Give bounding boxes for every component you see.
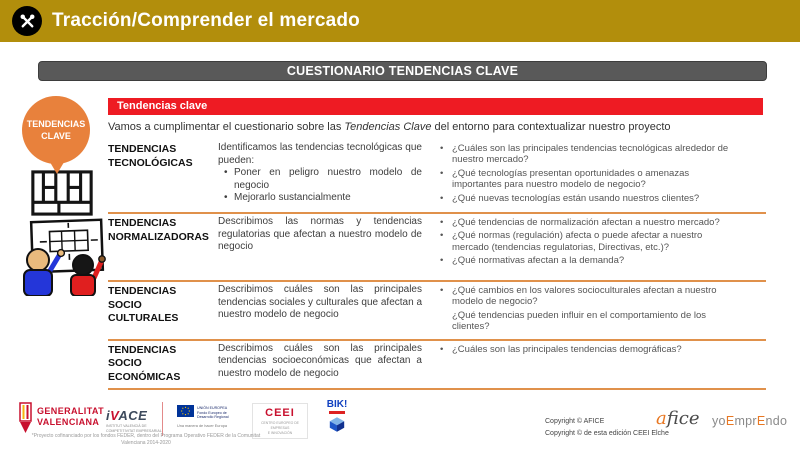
header-bar	[0, 0, 800, 42]
ivace-part1: i	[106, 408, 111, 423]
generalitat-valenciana-logo	[18, 402, 104, 434]
table-row	[108, 140, 766, 214]
page-title: Tracción/Comprender el mercado	[52, 10, 360, 31]
bullet-marker	[440, 310, 452, 333]
canvas-grid-icon	[31, 170, 93, 221]
question-item	[440, 143, 740, 166]
copyright-line1: Copyright © AFICE	[545, 418, 605, 425]
trends-badge-bubble	[22, 96, 90, 164]
ceei-sub2: E INNOVACIÓN	[267, 430, 293, 435]
eu-text	[197, 406, 229, 420]
table-row	[108, 214, 766, 282]
copyright-block	[545, 416, 669, 440]
row-description-text: Describimos las normas y tendencias regulatorias que afectan a nuestro modelo de negocio	[218, 216, 422, 252]
bullet-marker: •	[440, 192, 444, 204]
bullet-marker: •	[440, 217, 444, 228]
question-text: ¿Qué tendencias de normalización afectan a nuestro mercado?	[452, 217, 720, 228]
question-item	[440, 230, 740, 253]
description-bullet: • Poner en peligro nuestro modelo de negocio	[234, 167, 422, 192]
funding-note-line1: *Proyecto cofinanciado por los fondos FEDER, dentro del Programa Operativo FEDER de la Comunitat	[31, 433, 261, 439]
description-bullet: • Mejorarlo sustancialmente	[234, 192, 422, 205]
eu-line2: Fondo Europeo de	[197, 410, 227, 415]
question-text: ¿Qué tendencias pueden influir en el comportamiento de los clientes?	[452, 309, 707, 333]
footer-divider	[162, 402, 163, 436]
eu-flag-icon	[177, 405, 194, 417]
question-item	[440, 255, 740, 266]
question-item	[440, 193, 740, 204]
bik-red-bar	[329, 411, 345, 414]
question-item	[440, 217, 740, 228]
row-questions	[438, 142, 766, 208]
questionnaire-title-banner: CUESTIONARIO TENDENCIAS CLAVE	[38, 61, 767, 81]
yoe-part2: mpr	[734, 414, 757, 428]
row-description	[218, 284, 438, 335]
kids-whiteboard-illustration	[10, 216, 108, 301]
ivace-part2: V	[110, 408, 119, 423]
ivace-logo	[106, 408, 162, 434]
row-label: TENDENCIAS TECNOLÓGICAS	[108, 143, 193, 169]
yoe-part1: yo	[712, 414, 726, 428]
question-item	[440, 344, 740, 355]
yoe-e2: E	[756, 414, 766, 428]
ivace-sub1: INSTITUT VALENCIÀ DE	[106, 424, 147, 428]
bik-wordmark: BIK!	[326, 399, 348, 410]
yoemprendo-logo	[712, 414, 787, 428]
yoe-e1: E	[725, 414, 735, 428]
yoe-part3: ndo	[765, 414, 788, 428]
gv-line2: VALENCIANA	[37, 416, 100, 427]
eu-caption: Una manera de hacer Europa	[177, 424, 228, 429]
afice-rest: fice	[666, 408, 700, 429]
afice-first-letter: a	[656, 408, 667, 429]
question-text: ¿Qué nuevas tecnologías están usando nuestros clientes?	[452, 192, 700, 204]
question-item	[440, 168, 740, 191]
row-label: TENDENCIAS NORMALIZADORAS	[108, 217, 209, 243]
question-item	[440, 285, 740, 308]
row-questions	[438, 284, 766, 335]
bullet-marker: •	[440, 230, 444, 242]
bullet-marker: •	[440, 255, 444, 267]
ivace-wordmark	[106, 408, 162, 423]
intro-suffix: del entorno para contextualizar nuestro proyecto	[431, 121, 671, 133]
intro-prefix: Vamos a cumplimentar el cuestionario sobre las	[108, 121, 345, 133]
eu-line3: Desarrollo Regional	[197, 415, 229, 420]
afice-logo	[656, 408, 699, 429]
bullet-marker: •	[440, 285, 444, 296]
bik-logo	[324, 400, 350, 438]
copyright-line2: Copyright © de esta edición CEEI Elche	[545, 429, 669, 437]
question-text: ¿Cuáles son las principales tendencias tecnológicas alrededor de nuestro mercado?	[452, 143, 729, 166]
trends-badge	[22, 96, 92, 174]
question-text: ¿Qué cambios en los valores socioculturales afectan a nuestro modelo de negocio?	[452, 285, 717, 308]
bullet-marker: •	[440, 167, 444, 179]
row-questions	[438, 343, 766, 385]
row-description	[218, 142, 438, 208]
row-description-text: Identificamos las tendencias tecnológicas que pueden:	[218, 142, 422, 166]
row-label: TENDENCIAS SOCIO CULTURALES	[108, 285, 179, 325]
bullet-marker: •	[440, 343, 444, 355]
intro-emphasis: Tendencias Clave	[344, 121, 432, 133]
question-text: ¿Cuáles son las principales tendencias demográficas?	[452, 343, 682, 355]
bik-cube-icon	[329, 416, 345, 433]
ivace-sub2: COMPETITIVITAT EMPRESARIAL	[106, 429, 162, 434]
badge-line1: TENDENCIAS	[26, 118, 86, 129]
eu-logo	[177, 405, 239, 428]
gv-wordmark	[37, 406, 104, 428]
question-item	[440, 310, 740, 333]
gv-crest-icon	[18, 402, 33, 434]
ceei-wordmark: CEEI	[265, 407, 295, 419]
tools-icon	[12, 6, 42, 36]
row-questions	[438, 216, 766, 276]
question-text: ¿Qué normativas afectan a la demanda?	[452, 255, 625, 267]
row-description-text: Describimos cuáles son las principales tendencias socioeconómicas que afectan a nuestro modelo de negocio	[218, 342, 422, 379]
ivace-part3: ACE	[118, 408, 148, 423]
bullet-marker: •	[440, 143, 444, 154]
intro-text	[108, 121, 772, 133]
badge-line2: CLAVE	[41, 131, 71, 141]
row-description	[218, 216, 438, 276]
gv-line1: GENERALITAT	[37, 406, 105, 416]
funding-note-line2: Valenciana 2014-2020	[121, 439, 171, 446]
question-text: ¿Qué normas (regulación) afecta o puede afectar a nuestro mercado (tendencias regulatorias, Directivas, etc.)?	[452, 230, 703, 253]
section-header-bar: Tendencias clave	[108, 98, 763, 115]
table-row	[108, 282, 766, 341]
row-description-text: Describimos cuáles son las principales tendencias sociales y culturales que afectan a nuestro modelo de negocio	[218, 284, 423, 320]
question-text: ¿Qué tecnologías presentan oportunidades o amenazas importantes para nuestro modelo de negocio?	[452, 167, 690, 191]
row-description-bullets	[218, 167, 422, 205]
table-row	[108, 341, 766, 391]
row-label: TENDENCIAS SOCIO ECONÓMICAS	[108, 343, 181, 383]
trends-table	[108, 140, 766, 390]
row-description	[218, 343, 438, 385]
funding-note	[28, 433, 264, 447]
ceei-sub1: CENTRO EUROPEO DE EMPRESAS	[261, 421, 299, 430]
eu-line1: UNIÓN EUROPEA	[197, 406, 228, 410]
